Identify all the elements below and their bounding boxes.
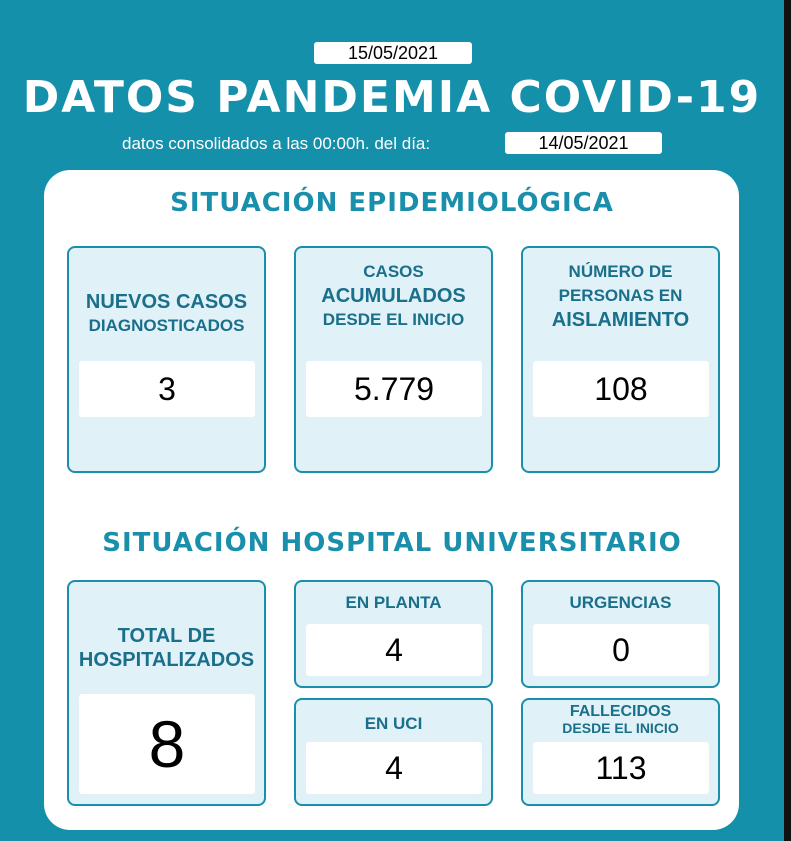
report-date: 15/05/2021 [314,42,472,64]
emergency-value: 0 [533,624,709,676]
total-hospitalized-label-line2: HOSPITALIZADOS [78,649,255,671]
total-hospitalized-value: 8 [79,694,255,794]
emergency-label: URGENCIAS [569,593,672,612]
isolation-label-line1: NÚMERO DE [568,262,673,281]
icu-value: 4 [306,742,482,794]
new-cases-label-line2: DIAGNOSTICADOS [88,316,245,335]
deaths-card [521,698,720,806]
data-date: 14/05/2021 [505,132,662,154]
new-cases-label-line1: NUEVOS CASOS [85,291,248,313]
isolation-value: 108 [533,361,709,417]
right-edge-bar [784,0,791,841]
accumulated-label-line2: ACUMULADOS [321,285,466,307]
page-title: DATOS PANDEMIA COVID-19 [22,72,762,123]
ward-label: EN PLANTA [345,593,442,612]
accumulated-cases-card [294,246,493,473]
ward-card [294,580,493,688]
emergency-card [521,580,720,688]
isolation-label-line2: PERSONAS EN [558,286,683,305]
accumulated-label-line1: CASOS [363,262,424,281]
new-cases-card [67,246,266,473]
deaths-label-line1: FALLECIDOS [569,703,672,720]
icu-label: EN UCI [364,714,423,733]
total-hospitalized-label-line1: TOTAL DE [117,625,216,647]
hospital-section-title: SITUACIÓN HOSPITAL UNIVERSITARIO [102,528,682,558]
epidemiological-section-title: SITUACIÓN EPIDEMIOLÓGICA [170,188,614,218]
accumulated-cases-value: 5.779 [306,361,482,417]
deaths-label-line2: DESDE EL INICIO [562,720,679,736]
new-cases-value: 3 [79,361,255,417]
deaths-value: 113 [533,742,709,794]
accumulated-label-line3: DESDE EL INICIO [322,310,465,329]
isolation-label-line3: AISLAMIENTO [551,309,690,331]
consolidation-note: datos consolidados a las 00:00h. del día: [122,134,431,153]
icu-card [294,698,493,806]
ward-value: 4 [306,624,482,676]
isolation-card [521,246,720,473]
total-hospitalized-card [67,580,266,806]
